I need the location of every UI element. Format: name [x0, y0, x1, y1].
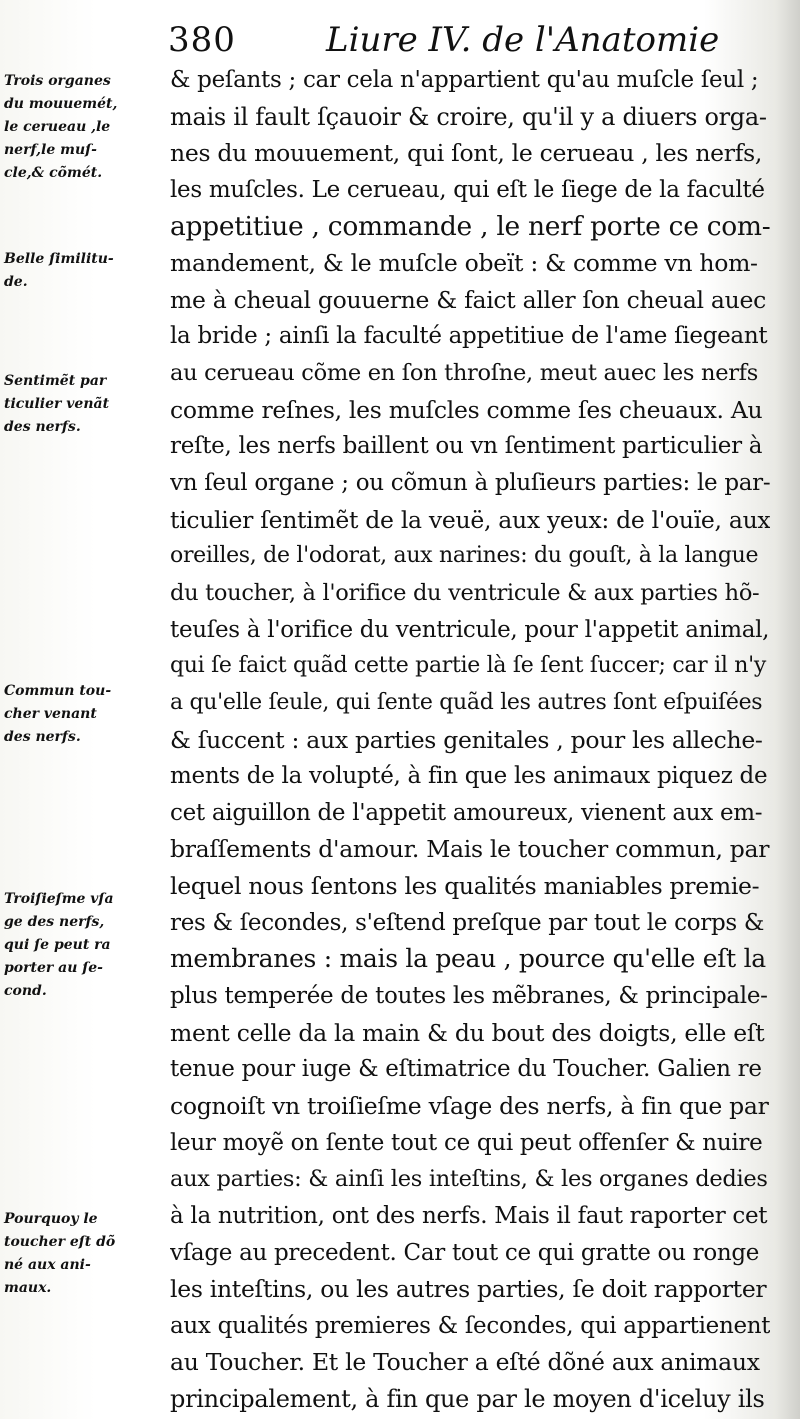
running-title: Liure IV. de l'Anatomie [326, 20, 720, 60]
text-line: teuſes à l'orifice du ventricule, pour l'appetit animal, [170, 616, 770, 643]
margin-note-line: des nerfs. [4, 419, 81, 435]
text-line: oreilles, de l'odorat, aux narines: du gouſt, à la langue [170, 543, 759, 569]
margin-note-line: Troiſieſme vſa [4, 891, 114, 907]
margin-note-line: cond. [4, 983, 47, 999]
text-line: aux parties: & ainſi les inteſtins, & les organes dedies [170, 1166, 768, 1193]
text-line: appetitiue , commande , le nerf porte ce com- [170, 210, 770, 242]
text-line: cet aiguillon de l'appetit amoureux, vienent aux em- [170, 799, 763, 826]
text-line: ticulier ſentimẽt de la veuë, aux yeux: de l'ouïe, aux [170, 505, 770, 534]
text-line: les muſcles. Le cerueau, qui eſt le ſiege de la faculté [170, 176, 765, 203]
text-line: & peſants ; car cela n'appartient qu'au muſcle ſeul ; [170, 67, 759, 93]
margin-note-line: du mouuemét, [4, 96, 118, 112]
margin-note-line: le cerueau ,le [4, 119, 111, 135]
page-header [168, 14, 778, 64]
text-line: nes du mouuement, qui ſont, le cerueau , les nerfs, [170, 139, 763, 168]
margin-note-line: des nerfs. [4, 729, 81, 745]
text-line: lequel nous ſentons les qualités maniables premie- [170, 872, 760, 901]
text-line: me à cheual gouuerne & faict aller ſon cheual auec [170, 285, 766, 314]
text-line: à la nutrition, ont des nerfs. Mais il faut raporter cet [170, 1202, 768, 1229]
margin-note-line: Pourquoy le [4, 1211, 98, 1227]
margin-note-line: cle,& cõmét. [4, 165, 103, 181]
margin-note-line: ge des nerfs, [4, 914, 105, 930]
text-line: la bride ; ainſi la faculté appetitiue de l'ame ſiegeant [170, 323, 768, 350]
margin-note-line: nerf,le muſ- [4, 142, 97, 158]
margin-note-organes [4, 70, 166, 185]
text-line: principalement, à fin que par le moyen d'iceluy ils [170, 1385, 765, 1414]
text-line: membranes : mais la peau , pource qu'elle eſt la [170, 944, 766, 974]
text-line: mandement, & le muſcle obeït : & comme vn hom- [170, 249, 758, 278]
margin-note-line: de. [4, 274, 28, 290]
margin-note-troisieme-usage [4, 888, 166, 1003]
text-line: aux qualités premieres & ſecondes, qui appartienent [170, 1312, 770, 1339]
text-line: leur moyẽ on ſente tout ce qui peut offenſer & nuire [170, 1129, 763, 1156]
margin-note-line: cher venant [4, 706, 97, 722]
margin-note-line: Sentimẽt par [4, 373, 107, 389]
text-line: mais il fault ſçauoir & croire, qu'il y a diuers orga- [170, 102, 767, 131]
text-line: les inteſtins, ou les autres parties, ſe doit rapporter [170, 1275, 767, 1304]
text-line: ment celle da la main & du bout des doigts, elle eſt [170, 1018, 765, 1047]
text-line: comme reſnes, les muſcles comme ſes cheuaux. Au [170, 395, 763, 424]
page-number: 380 [168, 20, 236, 60]
margin-notes [4, 0, 166, 1419]
margin-note-line: qui ſe peut ra [4, 937, 111, 953]
text-line: plus temperée de toutes les mẽbranes, & principale- [170, 983, 768, 1010]
margin-note-line: ticulier venãt [4, 396, 110, 412]
body-text [170, 62, 770, 1418]
text-line: vſage au precedent. Car tout ce qui gratte ou ronge [170, 1239, 760, 1266]
text-line: reſte, les nerfs baillent ou vn ſentiment particulier à [170, 433, 763, 460]
margin-note-line: porter au ſe- [4, 960, 103, 976]
text-line: du toucher, à l'orifice du ventricule & aux parties hõ- [170, 579, 760, 606]
margin-note-line: maux. [4, 1280, 52, 1296]
text-line: au Toucher. Et le Toucher a eſté dõné aux animaux [170, 1348, 760, 1377]
margin-note-line: Belle ſimilitu- [4, 251, 114, 267]
text-line: & ſuccent : aux parties genitales , pour les alleche- [170, 725, 763, 754]
margin-note-sentiment [4, 370, 166, 439]
margin-note-line: Commun tou- [4, 683, 112, 699]
margin-note-pourquoy [4, 1208, 166, 1300]
margin-note-line: né aux ani- [4, 1257, 91, 1273]
text-line: tenue pour iuge & eſtimatrice du Toucher. Galien re [170, 1056, 762, 1083]
text-line: cognoiſt vn troiſieſme vſage des nerfs, à fin que par [170, 1091, 769, 1120]
text-line: res & ſecondes, s'eſtend preſque par tout le corps & [170, 909, 765, 936]
margin-note-line: Trois organes [4, 73, 111, 89]
text-line: braſſements d'amour. Mais le toucher commun, par [170, 835, 770, 864]
text-line: vn ſeul organe ; ou cõmun à pluſieurs parties: le par- [170, 470, 770, 497]
margin-note-commun-toucher [4, 680, 166, 749]
text-line: a qu'elle ſeule, qui ſente quãd les autres ſont eſpuiſées [170, 689, 763, 715]
text-line: au cerueau cõme en ſon throſne, meut auec les nerfs [170, 360, 758, 387]
margin-note-line: toucher eſt dõ [4, 1234, 116, 1250]
margin-note-similitude [4, 248, 166, 294]
text-line: ments de la volupté, à fin que les animaux piquez de [170, 763, 768, 790]
text-line: qui ſe faict quãd cette partie là ſe ſent ſuccer; car il n'y [170, 653, 766, 679]
